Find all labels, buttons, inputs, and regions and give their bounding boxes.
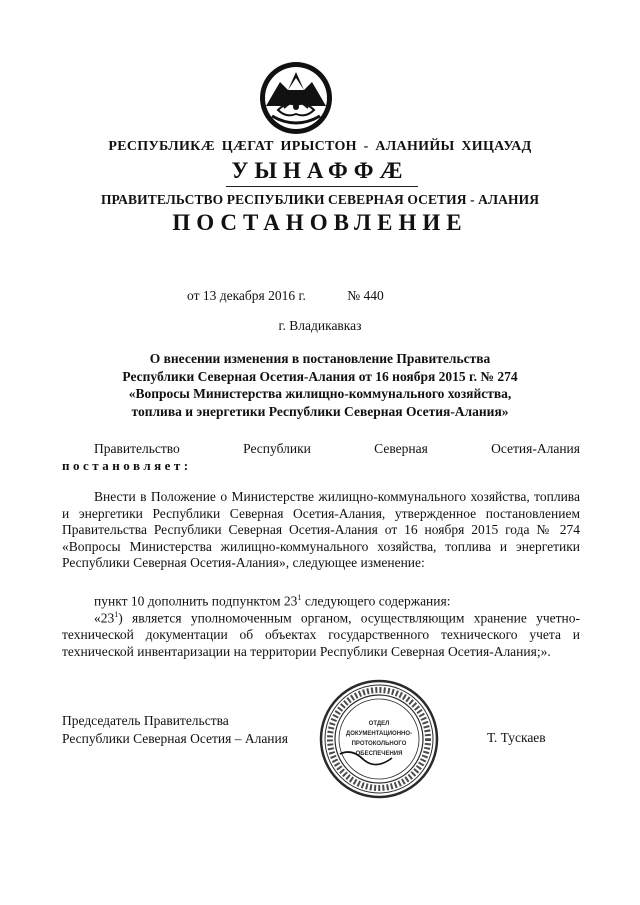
signatory-title-line: Республики Северная Осетия – Алания: [62, 731, 288, 746]
subpoint-paren: ): [118, 610, 123, 626]
decree-city: г. Владикавказ: [278, 318, 362, 333]
subject-line: «Вопросы Министерства жилищно-коммунального хозяйства,: [128, 386, 512, 401]
subpoint-paragraph: [62, 607, 580, 660]
decree-date: от 13 декабря 2016 г.: [187, 288, 306, 303]
header-ossetian-decree: УЫНАФФÆ: [231, 158, 409, 183]
signatory-name: Т. Тускаев: [487, 730, 546, 745]
subpoint-number: «23: [94, 610, 115, 626]
seal-text-line: ДОКУМЕНТАЦИОННО-: [345, 731, 413, 737]
seal-text-line: ОБЕСПЕЧЕНИЯ: [355, 751, 403, 757]
header-divider: [226, 186, 418, 187]
seal-text-line: ПРОТОКОЛЬНОГО: [351, 741, 407, 747]
subpoint-superscript: 1: [114, 610, 119, 619]
main-paragraph: Внести в Положение о Министерстве жилищно-коммунального хозяйства, топлива и энергетики Республики Северная Осетия-Алания, утвержденное постановлением Правительства Республики Северная Осетия-Алания от 16 ноября 2015 года № 274 «Вопросы Министерства жилищно-коммунального хозяйства, топлива и энергетики Республики Северная Осетия-Алания», следующее изменение:: [62, 489, 580, 571]
header-ossetian-republic: РЕСПУБЛИКÆ ЦÆГАТ ИРЫСТОН - АЛАНИЙЫ ХИЦАУАД: [108, 139, 532, 154]
decree-number: № 440: [347, 288, 384, 303]
subject-line: О внесении изменения в постановление Правительства: [149, 351, 491, 366]
subpoint-text: является уполномоченным органом, осуществляющим хранение учетно-технической документации об объектах государственного технического учета и технической инвентаризации на территории Республики Северная Осетия-Алания;».: [62, 610, 580, 659]
coat-of-arms-emblem: [258, 60, 334, 136]
subject-line: Республики Северная Осетия-Алания от 16 ноября 2015 г. № 274: [122, 368, 518, 384]
point-text-end: следующего содержания:: [301, 593, 451, 609]
point-superscript: 1: [297, 593, 302, 602]
header-decree-title: ПОСТАНОВЛЕНИЕ: [172, 210, 468, 235]
decree-subject: [0, 350, 640, 420]
signatory-title-line: Председатель Правительства: [62, 713, 229, 728]
decree-date-number: [187, 288, 384, 304]
header-government: ПРАВИТЕЛЬСТВО РЕСПУБЛИКИ СЕВЕРНАЯ ОСЕТИЯ - АЛАНИЯ: [100, 192, 540, 207]
government-line: Правительство Республики Северная Осетия-Алания: [94, 441, 580, 456]
seal-text-line: ОТДЕЛ: [368, 721, 390, 727]
signatory-title: [62, 712, 288, 748]
official-seal-stamp: [318, 678, 440, 800]
resolves-line: постановляет:: [62, 458, 192, 473]
point-text: пункт 10 дополнить подпунктом 23: [94, 593, 298, 609]
subject-line: топлива и энергетики Республики Северная Осетия-Алания»: [131, 403, 509, 419]
